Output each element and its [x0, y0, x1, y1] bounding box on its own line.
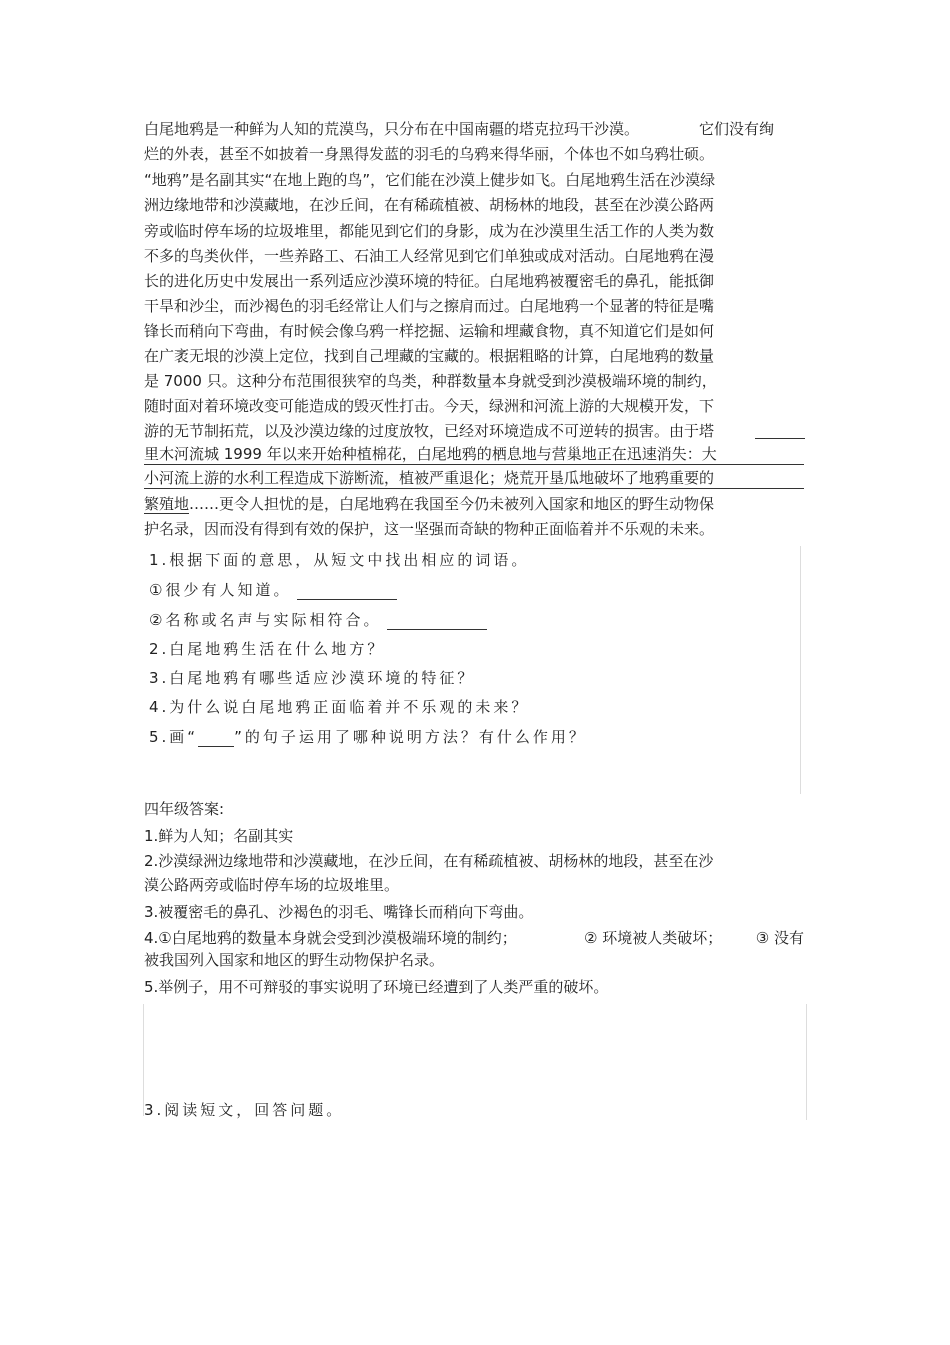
- answer-4-cont: 被我国列入国家和地区的野生动物保护名录。: [144, 951, 445, 969]
- answer-text: ③ 没有: [755, 929, 804, 947]
- answer-1: 1.鲜为人知；名副其实: [144, 827, 294, 845]
- passage-line: 锋长而稍向下弯曲，有时候会像乌鸦一样挖掘、运输和埋藏食物，真不知道它们是如何: [144, 322, 715, 340]
- question-2: 2.白尾地鸦生活在什么地方？: [149, 640, 386, 658]
- passage-text: ……更令人担忧的是，白尾地鸦在我国至今仍未被列入国家和地区的野生动物保: [189, 495, 715, 513]
- passage-line: [144, 494, 714, 514]
- question-1b: [149, 610, 487, 630]
- question-text: ①很少有人知道。: [149, 581, 292, 599]
- passage-line: 游的无节制拓荒，以及沙漠边缘的过度放牧，已经对环境造成不可逆转的损害。由于塔: [144, 422, 715, 440]
- question-text: ”的句子运用了哪种说明方法？有什么作用？: [234, 728, 587, 746]
- passage-line: 洲边缘地带和沙漠藏地，在沙丘间，在有稀疏植被、胡杨林的地段，甚至在沙漠公路两: [144, 196, 715, 214]
- answer-blank[interactable]: [297, 583, 397, 600]
- answer-blank[interactable]: [387, 613, 487, 630]
- passage-line: 烂的外表，甚至不如披着一身黑得发蓝的羽毛的乌鸦来得华丽，个体也不如乌鸦壮硕。: [144, 145, 715, 163]
- passage-line: 随时面对着环境改变可能造成的毁灭性打击。今天，绿洲和河流上游的大规模开发，下: [144, 397, 715, 415]
- answers-title: 四年级答案:: [144, 800, 225, 818]
- answer-2: 2.沙漠绿洲边缘地带和沙漠藏地，在沙丘间，在有稀疏植被、胡杨林的地段，甚至在沙: [144, 852, 714, 870]
- answer-5: 5.举例子，用不可辩驳的事实说明了环境已经遭到了人类严重的破坏。: [144, 978, 609, 996]
- passage-text: 它们没有绚: [699, 120, 775, 138]
- passage-line: 旁或临时停车场的垃圾堆里，都能见到它们的身影，成为在沙漠里生活工作的人类为数: [144, 222, 715, 240]
- passage-line: 长的进化历史中发展出一系列适应沙漠环境的特征。白尾地鸦被覆密毛的鼻孔，能抵御: [144, 272, 715, 290]
- passage-line: 干旱和沙尘，而沙褐色的羽毛经常让人们与之擦肩而过。白尾地鸦一个显著的特征是嘴: [144, 297, 715, 315]
- question-text: ②名称或名声与实际相符合。: [149, 611, 382, 629]
- question-1: 1.根据下面的意思，从短文中找出相应的词语。: [149, 551, 530, 569]
- passage-line: 不多的鸟类伙伴，一些养路工、石油工人经常见到它们单独或成对活动。白尾地鸦在漫: [144, 247, 715, 265]
- question-text: 5.画“: [149, 728, 199, 746]
- passage-line: “地鸦”是名副其实“在地上跑的鸟”，它们能在沙漠上健步如飞。白尾地鸦生活在沙漠绿: [144, 171, 716, 189]
- passage-line: [144, 119, 774, 139]
- answer-text: 4.①白尾地鸦的数量本身就会受到沙漠极端环境的制约；: [144, 929, 517, 947]
- passage-line: 在广袤无垠的沙漠上定位，找到自己埋藏的宝藏的。根据粗略的计算，白尾地鸦的数量: [144, 347, 715, 365]
- underlined-text: 繁殖地: [144, 495, 190, 513]
- passage-line: 是 7000 只。这种分布范围很狭窄的鸟类，种群数量本身就受到沙漠极端环境的制约，: [144, 372, 717, 390]
- answer-2-cont: 漠公路两旁或临时停车场的垃圾堆里。: [144, 876, 400, 894]
- question-4: 4.为什么说白尾地鸦正面临着并不乐观的未来？: [149, 698, 530, 716]
- answer-blank[interactable]: [198, 730, 234, 747]
- answer-3: 3.被覆密毛的鼻孔、沙褐色的羽毛、嘴锋长而稍向下弯曲。: [144, 903, 534, 921]
- question-5: [149, 727, 587, 747]
- underlined-passage-line: 里木河流城 1999 年以来开始种植棉花，白尾地鸦的栖息地与营巢地正在迅速消失：大: [144, 444, 804, 465]
- frame-border: [806, 1004, 807, 1120]
- frame-border: [800, 546, 801, 794]
- question-3: 3.白尾地鸦有哪些适应沙漠环境的特征？: [149, 669, 476, 687]
- answer-text: ② 环境被人类破坏；: [584, 929, 723, 947]
- underlined-passage-line: 小河流上游的水利工程造成下游断流，植被严重退化；烧荒开垦瓜地破坏了地鸦重要的: [144, 468, 804, 489]
- answer-4: [144, 928, 804, 948]
- passage-text: 白尾地鸦是一种鲜为人知的荒漠鸟，只分布在中国南疆的塔克拉玛干沙漠。: [144, 120, 640, 138]
- passage-line: 护名录，因而没有得到有效的保护，这一坚强而奇缺的物种正面临着并不乐观的未来。: [144, 520, 715, 538]
- underline-mark: [755, 438, 805, 439]
- footer-item: 3.阅读短文，回答问题。: [144, 1101, 345, 1119]
- question-1a: [149, 580, 397, 600]
